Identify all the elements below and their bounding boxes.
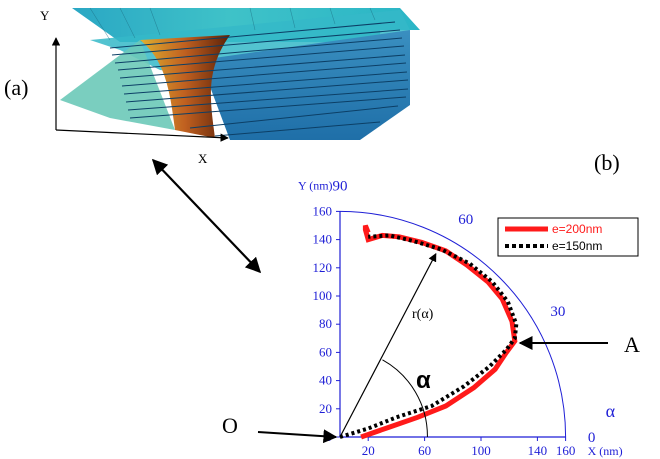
- series-line-0: [361, 226, 515, 438]
- x-tick-label: 100: [471, 443, 491, 458]
- angle-tick-label: 0: [587, 430, 596, 446]
- y-tick-label: 20: [319, 400, 332, 416]
- angle-tick-label: 90: [332, 178, 348, 195]
- y-tick-label: 140: [312, 231, 332, 247]
- point-O-label: O: [222, 413, 238, 438]
- point-O-arrow: [258, 432, 336, 437]
- panel-b-label: (b): [594, 150, 620, 175]
- axis3d-x-label: X: [198, 151, 208, 166]
- alpha-angle-label: α: [416, 367, 431, 394]
- legend-label-e150: e=150nm: [552, 239, 603, 253]
- legend: [498, 218, 638, 256]
- radius-label: r(α): [412, 307, 434, 322]
- polar-series: [340, 225, 516, 437]
- panel-a-label: (a): [4, 75, 29, 100]
- polar-angle-axis-label: α: [605, 401, 616, 421]
- series-line-1: [340, 235, 516, 437]
- angle-tick-label: 30: [550, 304, 566, 321]
- y-tick-label: 80: [319, 316, 332, 332]
- point-A-label: A: [624, 332, 640, 357]
- link-double-arrow: [153, 160, 260, 272]
- x-tick-label: 160: [555, 443, 576, 458]
- y-tick-label: 160: [312, 203, 332, 219]
- y-tick-label: 60: [319, 344, 332, 360]
- y-tick-label: 120: [312, 259, 332, 275]
- y-tick-label: 40: [319, 372, 332, 388]
- y-tick-label: 100: [312, 288, 332, 303]
- legend-label-e200: e=200nm: [552, 222, 603, 236]
- x-tick-label: 140: [527, 443, 548, 458]
- x-tick-label: 60: [418, 443, 432, 458]
- x-tick-label: 20: [361, 443, 375, 458]
- axis3d-y-label: Y: [40, 8, 50, 23]
- polar-y-axis-label: Y (nm): [298, 178, 333, 193]
- panel-a-surface: [40, 8, 420, 166]
- polar-x-axis-label: X (nm): [587, 444, 623, 458]
- angle-tick-label: 60: [458, 212, 474, 229]
